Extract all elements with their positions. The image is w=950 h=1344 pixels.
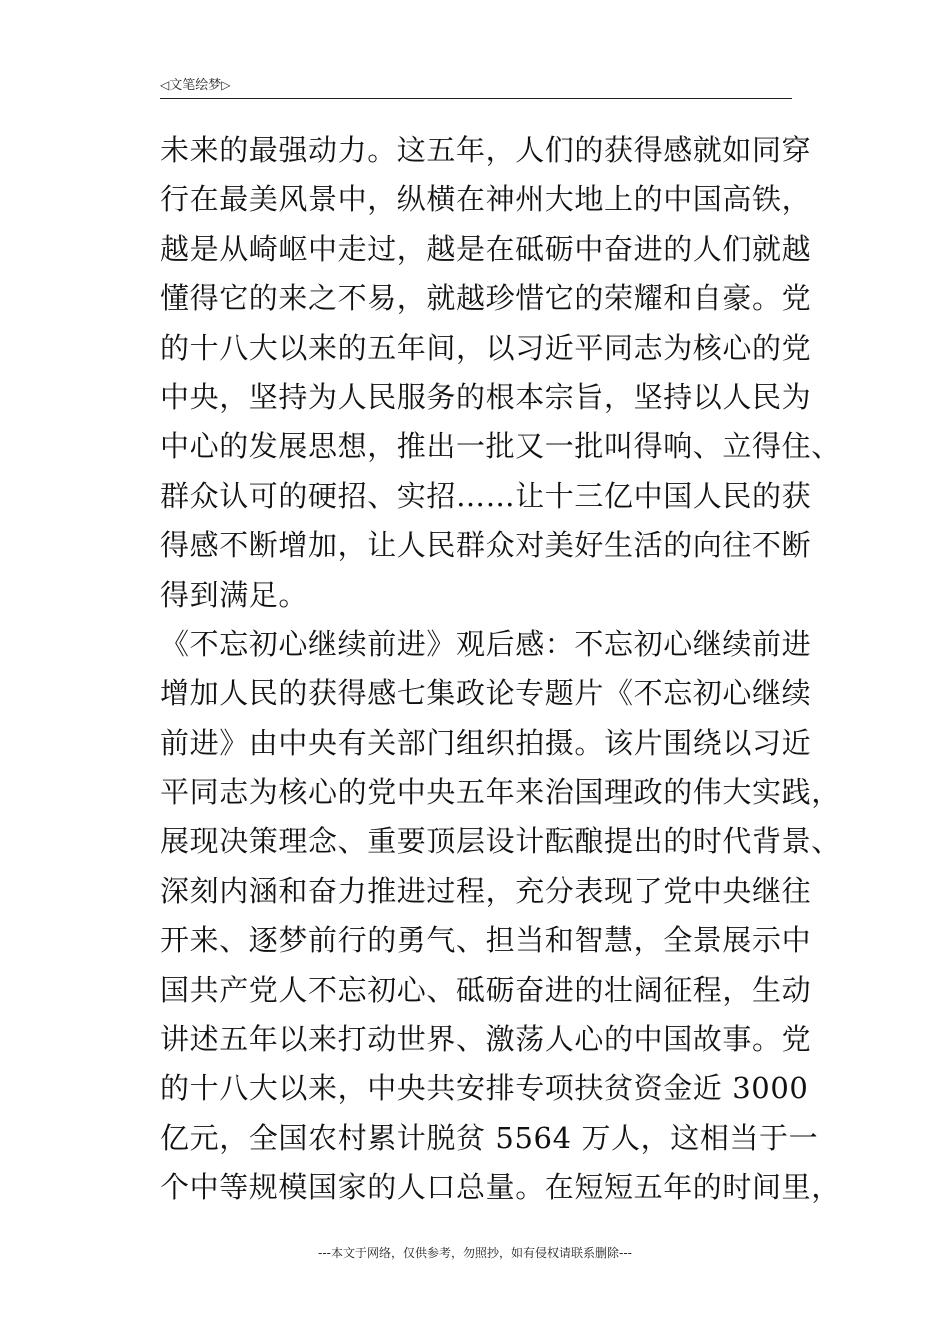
text-line: 得感不断增加，让人民群众对美好生活的向往不断 (160, 528, 812, 563)
text-line: 行在最美风景中，纵横在神州大地上的中国高铁， (160, 182, 812, 217)
text-line: 《不忘初心继续前进》观后感：不忘初心继续前进 (160, 626, 812, 661)
left-triangle-icon: ◁ (160, 78, 170, 92)
text-line: 前进》由中央有关部门组织拍摄。该片围绕以习近 (160, 725, 812, 760)
paragraph (160, 126, 840, 620)
text-line: 中心的发展思想，推出一批又一批叫得响、立得住、 (160, 429, 841, 464)
text-line: 得到满足。 (160, 577, 309, 612)
text-line: 平同志为核心的党中央五年来治国理政的伟大实践， (160, 775, 841, 810)
text-line: 展现决策理念、重要顶层设计酝酿提出的时代背景、 (160, 824, 841, 859)
page-header (160, 76, 792, 99)
paragraph (160, 620, 840, 1213)
text-line: 讲述五年以来打动世界、激荡人心的中国故事。党 (160, 1022, 812, 1057)
right-triangle-icon: ▷ (221, 78, 231, 92)
text-line: 国共产党人不忘初心、砥砺奋进的壮阔征程，生动 (160, 972, 812, 1007)
text-line: 亿元，全国农村累计脱贫 5564 万人，这相当于一 (160, 1120, 819, 1155)
footer-disclaimer: ---本文于网络，仅供参考，勿照抄，如有侵权请联系删除--- (318, 1246, 632, 1260)
text-line: 懂得它的来之不易，就越珍惜它的荣耀和自豪。党 (160, 281, 812, 316)
text-line: 中央，坚持为人民服务的根本宗旨，坚持以人民为 (160, 379, 812, 414)
document-body (160, 126, 840, 1213)
text-line: 越是从崎岖中走过，越是在砥砺中奋进的人们就越 (160, 231, 812, 266)
text-line: 的十八大以来，中央共安排专项扶贫资金近 3000 (160, 1071, 809, 1106)
text-line: 个中等规模国家的人口总量。在短短五年的时间里， (160, 1170, 841, 1205)
text-line: 未来的最强动力。这五年，人们的获得感就如同穿 (160, 133, 812, 167)
header-title: 文笔绘梦 (169, 78, 222, 93)
text-line: 开来、逐梦前行的勇气、担当和智慧，全景展示中 (160, 923, 812, 958)
text-line: 群众认可的硬招、实招……让十三亿中国人民的获 (160, 478, 812, 513)
text-line: 增加人民的获得感七集政论专题片《不忘初心继续 (160, 676, 812, 711)
text-line: 深刻内涵和奋力推进过程，充分表现了党中央继往 (160, 873, 812, 908)
text-line: 的十八大以来的五年间，以习近平同志为核心的党 (160, 330, 812, 365)
